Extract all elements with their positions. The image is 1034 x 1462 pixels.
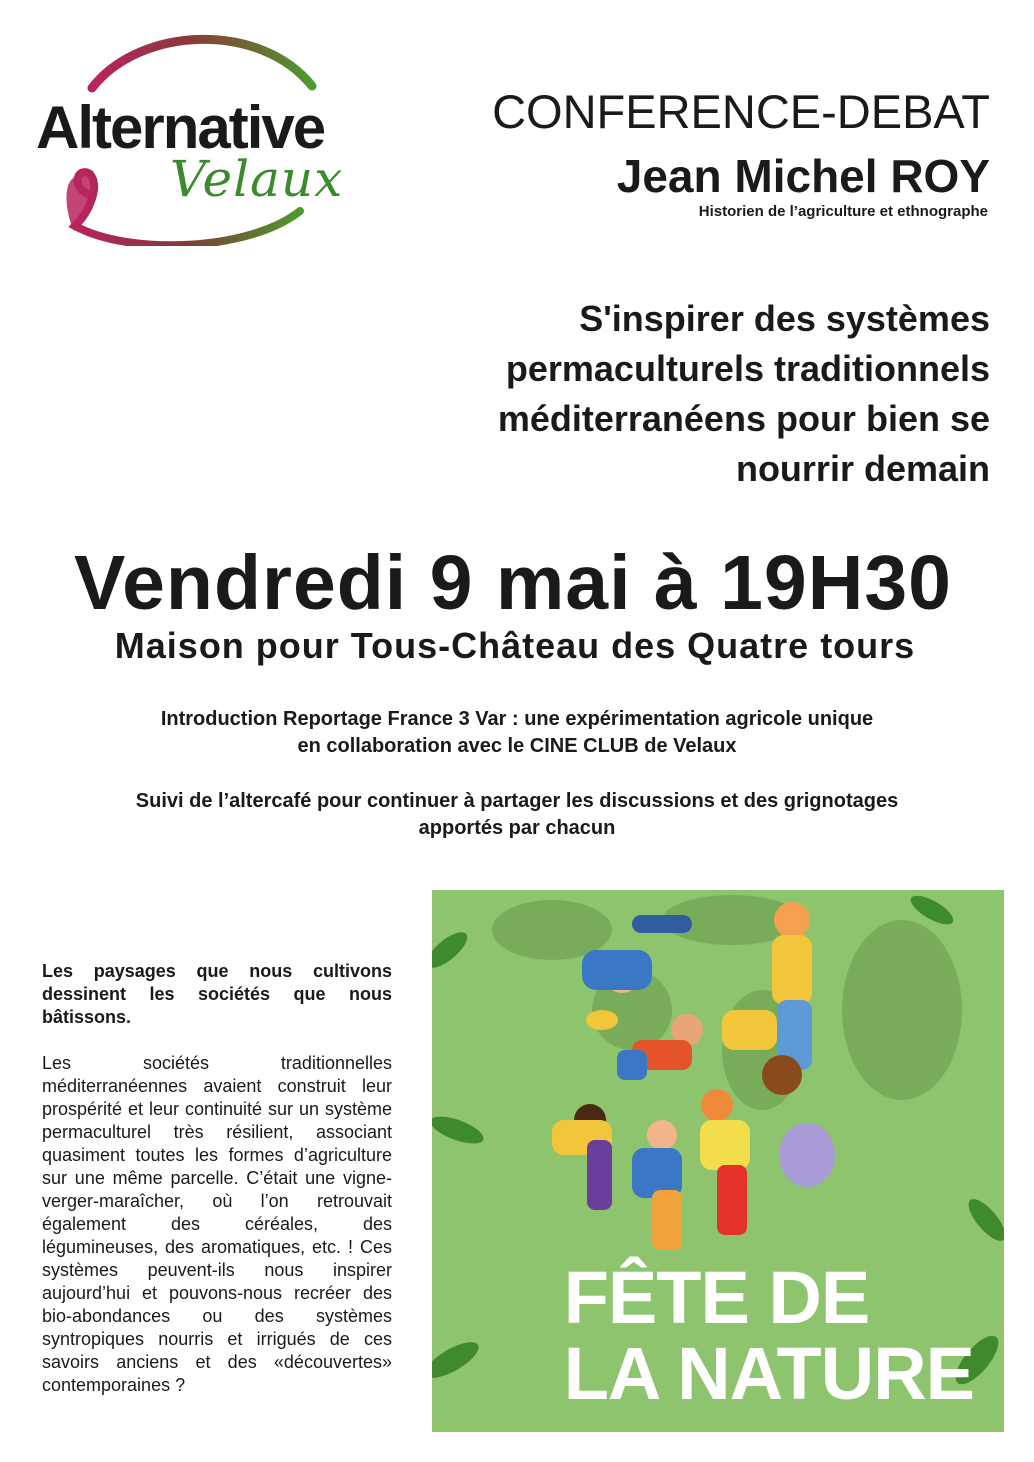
speaker-role: Historien de l’agriculture et ethnographe [698,203,988,220]
fete-de-la-nature-poster [432,890,1004,1432]
conference-theme [370,294,990,494]
theme-line: méditerranéens pour bien se [497,398,990,439]
theme-line: S'inspirer des systèmes [579,298,990,339]
poster-title [563,1256,974,1415]
alternative-velaux-logo [30,26,380,246]
logo-word: Alternative [36,94,325,161]
theme-line: permaculturels traditionnels [505,348,990,389]
followup-line: Suivi de l’altercafé pour continuer à partager les discussions et des grignotages [135,790,899,812]
article-column [42,960,392,1397]
intro-paragraph [0,706,1034,760]
speaker-name: Jean Michel ROY [616,150,990,202]
intro-line: en collaboration avec le CINE CLUB de Velaux [297,735,737,757]
event-venue: Maison pour Tous-Château des Quatre tours [114,625,916,666]
event-date: Vendredi 9 mai à 19H30 [73,540,953,626]
followup-paragraph [0,788,1034,842]
theme-line: nourrir demain [735,448,990,489]
logo-subword: Velaux [170,150,344,208]
intro-line: Introduction Reportage France 3 Var : une expérimentation agricole unique [160,708,874,730]
followup-line: apportés par chacun [418,817,616,839]
conference-title: CONFERENCE-DEBAT [492,85,990,138]
poster-title-line: FÊTE DE [563,1256,870,1339]
article-lead: Les paysages que nous cultivons dessinent les sociétés que nous bâtissons. [42,961,392,1027]
article-body: Les sociétés traditionnelles méditerranéennes avaient construit leur prospérité et leur continuité sur un système permaculturel très résilient, associant quasiment toutes les formes d’agriculture sur une même parcelle. C’était une vigne-verger-maraîcher, où l’on retrouvait également des céréales, des légumineuses, des aromatiques, etc. ! Ces systèmes peuvent-ils nous inspirer aujourd’hui et pouvons-nous recréer des bio-abondances ou des systèmes syntropiques nourris et irrigués de ces savoirs anciens et des «découvertes» contemporaines ? [42,1053,392,1395]
poster-title-line: LA NATURE [563,1332,974,1415]
